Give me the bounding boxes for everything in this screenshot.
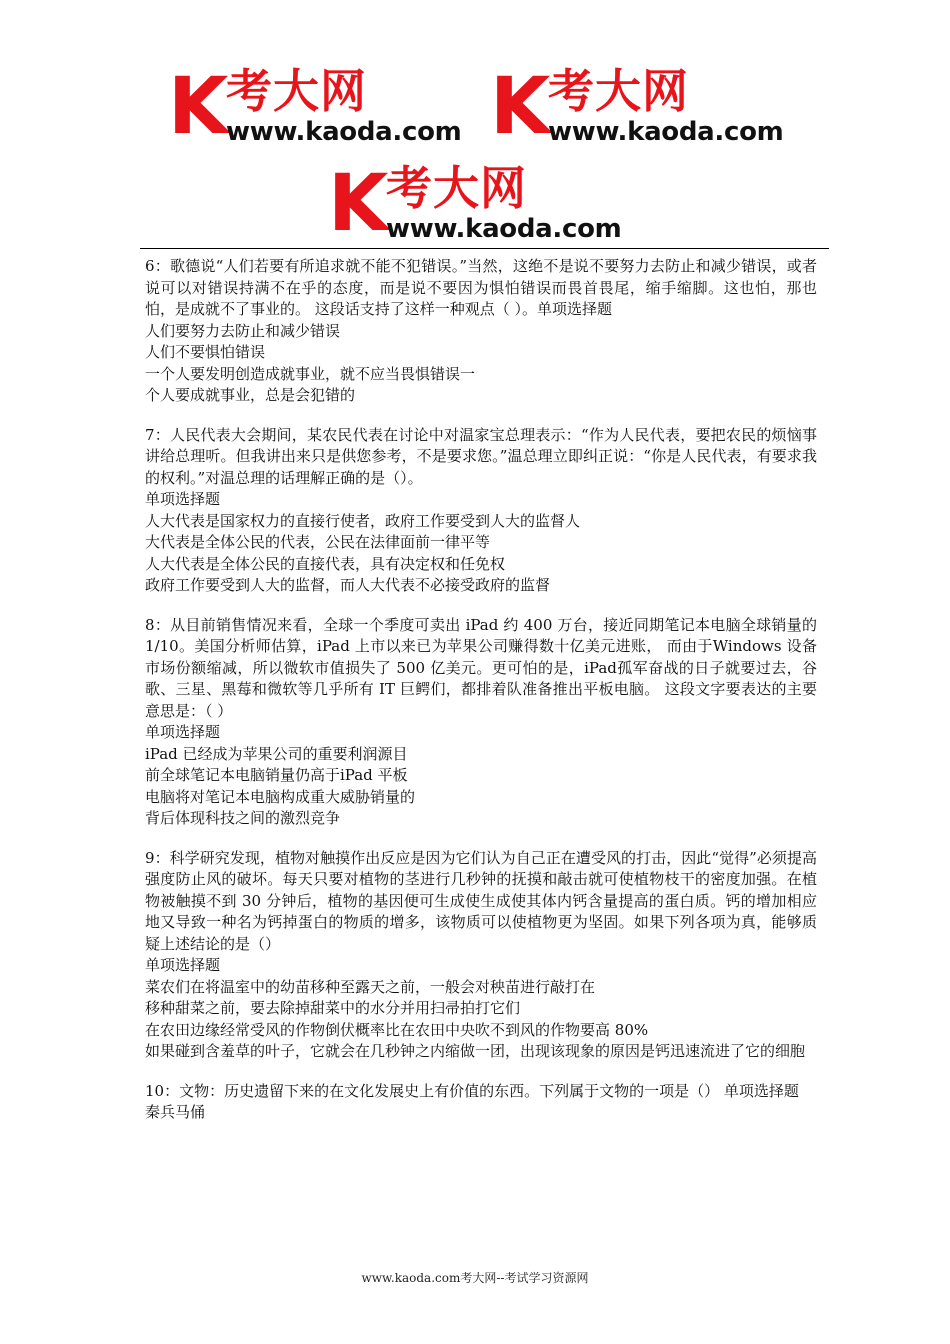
- question-stem: 7：人民代表大会期间，某农民代表在讨论中对温家宝总理表示：“作为人民代表，要把农民的烦恼事讲给总理听。但我讲出来只是供您参考，不是要求您。”温总理立即纠正说：“你是人民代表，有要求我的权利。”对温总理的话理解正确的是（）。: [145, 425, 817, 487]
- kaoda-logo: [490, 62, 810, 152]
- question-10: [145, 1081, 817, 1124]
- option-a: 人们要努力去防止和减少错误: [145, 321, 341, 340]
- option-a: 人大代表是国家权力的直接行使者，政府工作要受到人大的监督人: [145, 511, 581, 530]
- option-b: 移种甜菜之前，要去除掉甜菜中的水分并用扫帚拍打它们: [145, 999, 521, 1017]
- question-6: [145, 256, 817, 407]
- question-stem: 6：歌德说“人们若要有所追求就不能不犯错误。”当然，这绝不是说不要努力去防止和减少错误，或者说可以对错误持满不在乎的态度，而是说不要因为惧怕错误而畏首畏尾，缩手缩脚。这也怕，那也怕，是成就不了事业的。 这段话支持了这样一种观点（ ）。单项选择题: [145, 257, 817, 318]
- page-header: [0, 0, 950, 250]
- kaoda-logo: [168, 62, 488, 152]
- option-a: 菜农们在将温室中的幼苗移种至露天之前，一般会对秧苗进行敲打在: [145, 977, 596, 996]
- k-logo-icon: K: [328, 159, 385, 249]
- question-type: 单项选择题: [145, 956, 221, 974]
- option-d: 如果碰到含羞草的叶子，它就会在几秒钟之内缩做一团，出现该现象的原因是钙迅速流进了它的细胞: [145, 1042, 806, 1060]
- option-a: 秦兵马俑: [145, 1103, 206, 1121]
- questions-content: [145, 256, 817, 1142]
- k-logo-icon: K: [168, 62, 225, 152]
- option-c: 人大代表是全体公民的直接代表，具有决定权和任免权: [145, 554, 506, 573]
- question-stem: 10：文物：历史遗留下来的在文化发展史上有价值的东西。下列属于文物的一项是（） 单项选择题: [145, 1081, 799, 1100]
- option-a: iPad 已经成为苹果公司的重要利润源目: [145, 744, 408, 763]
- logo-url: www.kaoda.com: [386, 214, 622, 244]
- kaoda-logo: [328, 159, 648, 249]
- option-d: 背后体现科技之间的激烈竞争: [145, 809, 341, 827]
- question-8: [145, 615, 817, 830]
- logo-name: 考大网: [548, 64, 689, 118]
- logo-url: www.kaoda.com: [226, 117, 462, 147]
- option-d: 个人要成就事业，总是会犯错的: [145, 386, 356, 404]
- option-b: 前全球笔记本电脑销量仍高于iPad 平板: [145, 766, 408, 784]
- option-c: 电脑将对笔记本电脑构成重大威胁销量的: [145, 787, 416, 806]
- logo-name: 考大网: [386, 161, 527, 215]
- option-b: 大代表是全体公民的代表，公民在法律面前一律平等: [145, 533, 491, 551]
- question-9: [145, 848, 817, 1063]
- header-divider: [140, 248, 829, 249]
- question-stem: 9：科学研究发现，植物对触摸作出反应是因为它们认为自己正在遭受风的打击，因此“觉得”必须提高强度防止风的破坏。每天只要对植物的茎进行几秒钟的抚摸和敲击就可使植物枝干的密度加强。在植物被触摸不到 30 分钟后，植物的基因便可生成使生成使其体内钙含量提高的蛋白质。钙的增加相应地又导致一种名为钙掉蛋白的物质的增多，该物质可以使植物更为坚固。如果下列各项为真，能够质疑上述结论的是（）: [145, 848, 817, 953]
- logo-name: 考大网: [226, 64, 367, 118]
- question-type: 单项选择题: [145, 490, 221, 508]
- option-d: 政府工作要受到人大的监督，而人大代表不必接受政府的监督: [145, 576, 551, 594]
- question-7: [145, 425, 817, 597]
- k-logo-icon: K: [490, 62, 547, 152]
- page-footer: www.kaoda.com考大网--考试学习资源网: [361, 1271, 589, 1285]
- question-stem: 8：从目前销售情况来看，全球一个季度可卖出 iPad 约 400 万台，接近同期笔记本电脑全球销量的 1/10。美国分析师估算，iPad 上市以来已为苹果公司赚得数十亿美元进账， 而由于Windows 设备市场份额缩减，所以微软市值损失了 500 亿美元。更可怕的是，iPad孤军奋战的日子就要过去，谷歌、三星、黑莓和微软等几乎所有 IT 巨鳄们，都排着队准备推出平板电脑。 这段文字要表达的主要意思是：（ ）: [145, 615, 817, 720]
- logo-url: www.kaoda.com: [548, 117, 784, 147]
- option-b: 人们不要惧怕错误: [145, 343, 266, 361]
- question-type: 单项选择题: [145, 723, 221, 741]
- option-c: 一个人要发明创造成就事业，就不应当畏惧错误一: [145, 364, 476, 383]
- option-c: 在农田边缘经常受风的作物倒伏概率比在农田中央吹不到风的作物要高 80%: [145, 1020, 649, 1039]
